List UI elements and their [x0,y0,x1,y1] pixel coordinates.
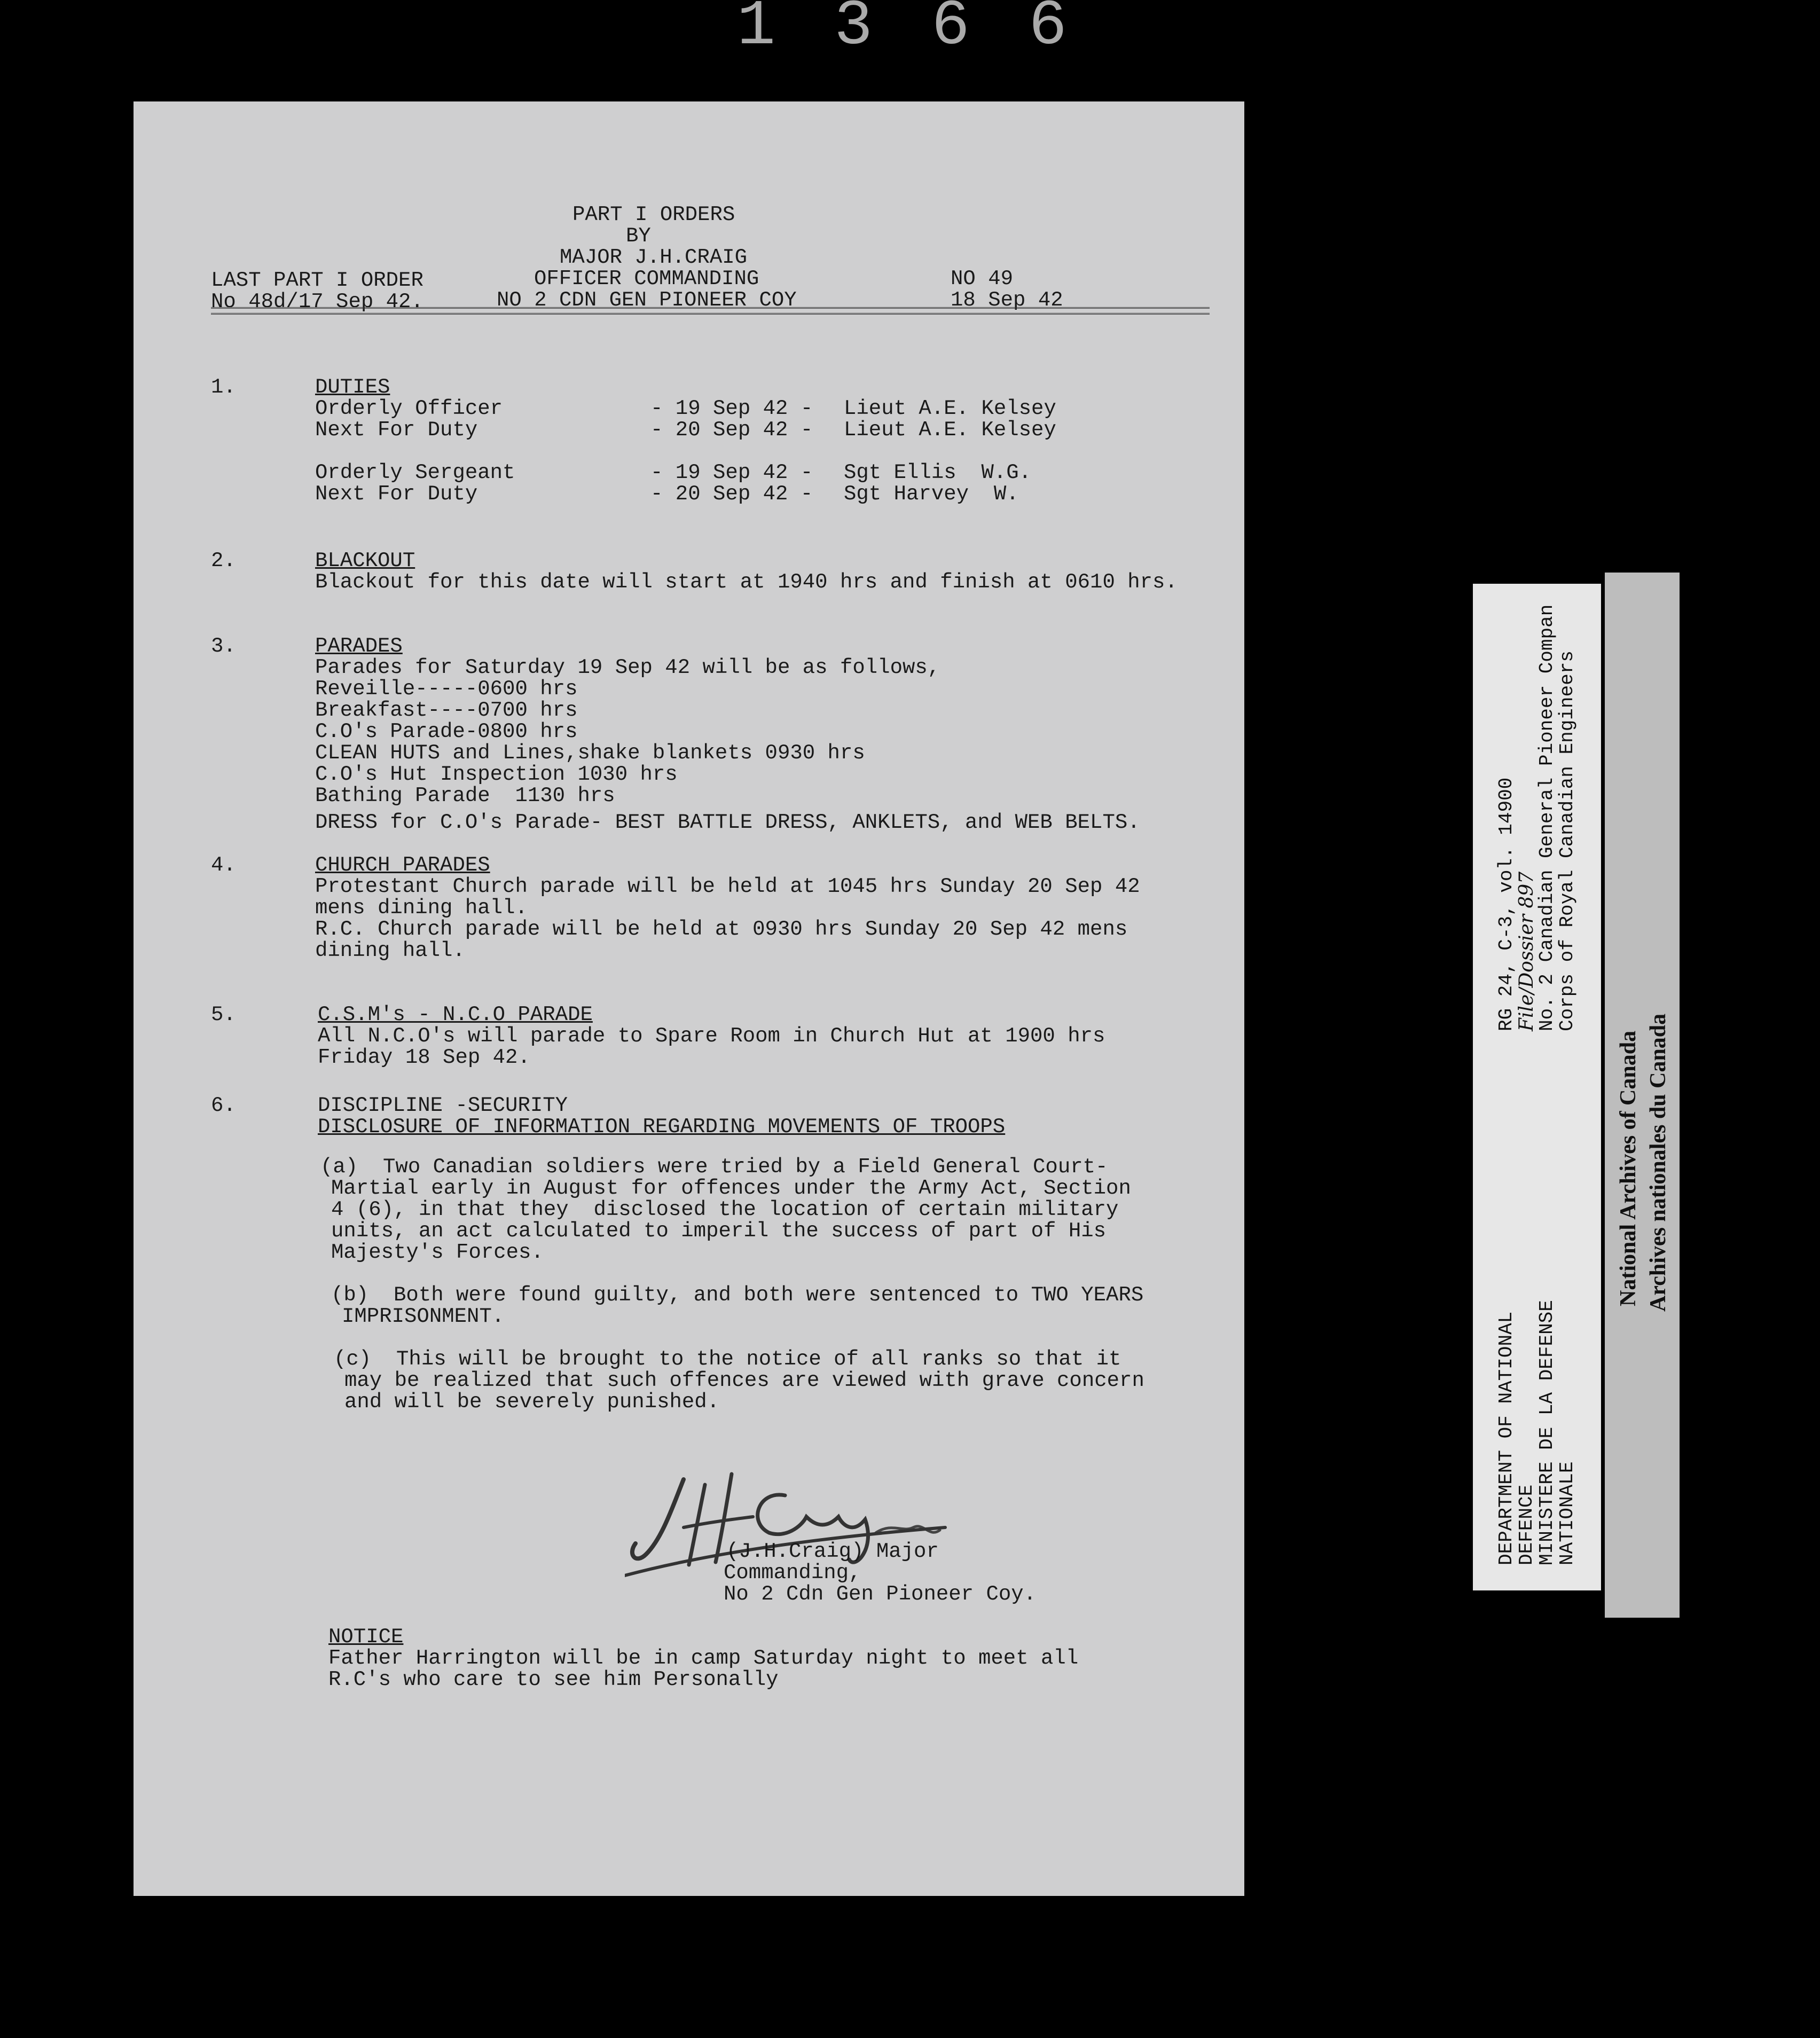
archives-name-french: Archives nationales du Canada [1646,1013,1670,1312]
signature-unit: No 2 Cdn Gen Pioneer Coy. [724,1582,1037,1606]
header-officer-title: OFFICER COMMANDING [534,267,759,291]
duty-name: Lieut A.E. Kelsey [844,418,1056,442]
duty-date: - 20 Sep 42 - [650,418,813,442]
parades-line: Reveille-----0600 hrs [315,677,578,701]
notice-line: R.C's who care to see him Personally [328,1668,779,1691]
church-line: R.C. Church parade will be held at 0930 hrs Sunday 20 Sep 42 mens [315,918,1128,941]
department-line: DEPARTMENT OF NATIONAL [1495,1311,1517,1565]
parades-line: Parades for Saturday 19 Sep 42 will be as follows, [315,656,940,679]
archive-unit-name: No. 2 Canadian General Pioneer Compan [1536,604,1558,1031]
church-line: dining hall. [315,939,465,962]
paragraph-c-line: may be realized that such offences are viewed with grave concern [344,1369,1144,1392]
archive-file-number: File/Dossier 897 [1516,871,1537,1031]
paragraph-a-line: (a) Two Canadian soldiers were tried by a Field General Court- [320,1155,1108,1179]
section-heading-discipline: DISCIPLINE -SECURITY [318,1094,568,1117]
blackout-text: Blackout for this date will start at 1940 hrs and finish at 0610 hrs. [315,570,1178,594]
church-line: Protestant Church parade will be held at 1045 hrs Sunday 20 Sep 42 [315,875,1140,898]
archive-catalogue-label [1473,584,1601,1590]
paragraph-a-line: 4 (6), in that they disclosed the location of certain military [331,1198,1119,1221]
signature-title: Commanding, [724,1561,861,1585]
section-heading-duties: DUTIES [315,375,390,399]
nco-line: All N.C.O's will parade to Spare Room in Church Hut at 1900 hrs [318,1024,1105,1048]
section-number: 3. [211,634,236,658]
parades-line: C.O's Parade-0800 hrs [315,720,578,743]
parades-line: CLEAN HUTS and Lines,shake blankets 0930 hrs [315,741,865,765]
paragraph-a-line: units, an act calculated to imperil the success of part of His [331,1219,1107,1243]
signature-name: (J.H.Craig) Major [726,1540,939,1563]
duty-date: - 19 Sep 42 - [650,461,813,484]
national-archives-strip [1605,573,1680,1618]
paragraph-a-line: Martial early in August for offences under the Army Act, Section [331,1177,1131,1200]
department-line: NATIONALE [1556,1461,1578,1565]
section-heading-blackout: BLACKOUT [315,549,415,573]
duty-name: Lieut A.E. Kelsey [844,397,1056,420]
duty-date: - 19 Sep 42 - [650,397,813,420]
parades-line: Breakfast----0700 hrs [315,699,578,722]
duty-role: Next For Duty [315,482,478,506]
paragraph-a-line: Majesty's Forces. [331,1241,544,1264]
section-number: 2. [211,549,236,573]
department-line: DEFENCE [1516,1484,1537,1565]
duty-role: Orderly Officer [315,397,503,420]
archive-reference: RG 24, C-3, vol. 14900 [1495,777,1517,1031]
order-number: NO 49 [951,267,1014,291]
duty-name: Sgt Harvey W. [844,482,1019,506]
duty-role: Next For Duty [315,418,478,442]
duty-name: Sgt Ellis W.G. [844,461,1032,484]
header-by: BY [626,224,651,248]
section-number: 5. [211,1003,236,1026]
header-title: PART I ORDERS [572,203,735,226]
archives-name-english: National Archives of Canada [1616,1030,1641,1306]
section-number: 1. [211,375,236,399]
order-date: 18 Sep 42 [951,288,1063,312]
duty-role: Orderly Sergeant [315,461,515,484]
duty-date: - 20 Sep 42 - [650,482,813,506]
section-number: 4. [211,853,236,877]
paragraph-b-line: (b) Both were found guilty, and both were sentenced to TWO YEARS [331,1283,1144,1307]
header-officer-name: MAJOR J.H.CRAIG [560,246,748,269]
section-subheading-disclosure: DISCLOSURE OF INFORMATION REGARDING MOVEMENTS OF TROOPS [318,1115,1006,1139]
archive-corps-name: Corps of Royal Canadian Engineers [1556,650,1578,1031]
document-page [134,101,1244,1896]
section-heading-church: CHURCH PARADES [315,853,490,877]
header-divider [211,307,1210,315]
section-heading-nco: C.S.M's - N.C.O PARADE [318,1003,593,1026]
notice-heading: NOTICE [328,1625,404,1649]
last-order-value: No 48d/17 Sep 42. [211,290,423,313]
notice-line: Father Harrington will be in camp Saturday night to meet all [328,1647,1079,1670]
department-line: MINISTERE DE LA DEFENSE [1536,1299,1558,1565]
section-number: 6. [211,1094,236,1117]
paragraph-c-line: (c) This will be brought to the notice of all ranks so that it [334,1347,1121,1371]
parades-line: Bathing Parade 1130 hrs [315,784,615,808]
header-unit: NO 2 CDN GEN PIONEER COY [497,288,797,312]
paragraph-b-line: IMPRISONMENT. [342,1305,505,1328]
parades-dress-line: DRESS for C.O's Parade- BEST BATTLE DRESS, ANKLETS, and WEB BELTS. [315,811,1140,834]
microfilm-frame-number: 1366 [737,0,1126,63]
last-order-label: LAST PART I ORDER [211,269,423,292]
section-heading-parades: PARADES [315,634,403,658]
nco-line: Friday 18 Sep 42. [318,1046,530,1069]
church-line: mens dining hall. [315,896,528,920]
parades-line: C.O's Hut Inspection 1030 hrs [315,763,678,786]
paragraph-c-line: and will be severely punished. [344,1390,720,1414]
